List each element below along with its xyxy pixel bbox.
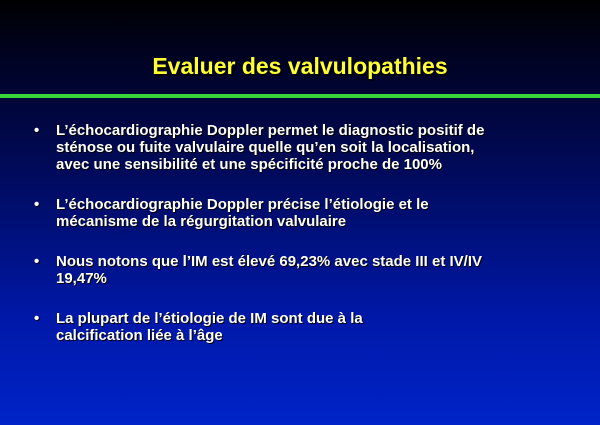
bullet-text-line: Nous notons que l’IM est élevé 69,23% avec stade III et IV/IV <box>56 253 482 270</box>
bullet-item <box>34 253 594 287</box>
slide-title: Evaluer des valvulopathies <box>152 53 448 79</box>
bullet-text-line: 19,47% <box>56 270 107 287</box>
bullet-text-line: La plupart de l’étiologie de IM sont due à la <box>56 310 363 327</box>
bullet-text-line: L’échocardiographie Doppler permet le diagnostic positif de <box>56 122 485 139</box>
bullet-icon: • <box>34 253 40 270</box>
bullet-text-line: L’échocardiographie Doppler précise l’étiologie et le <box>56 196 429 213</box>
bullet-item <box>34 196 594 230</box>
bullet-icon: • <box>34 196 40 213</box>
bullet-text-line: avec une sensibilité et une spécificité proche de 100% <box>56 156 442 173</box>
bullet-list <box>34 122 594 367</box>
title-divider <box>0 94 600 98</box>
bullet-icon: • <box>34 310 40 327</box>
bullet-item <box>34 310 594 344</box>
bullet-text-line: calcification liée à l’âge <box>56 327 223 344</box>
bullet-icon: • <box>34 122 40 139</box>
bullet-text-line: sténose ou fuite valvulaire quelle qu’en soit la localisation, <box>56 139 475 156</box>
bullet-text-line: mécanisme de la régurgitation valvulaire <box>56 213 347 230</box>
bullet-item <box>34 122 594 173</box>
